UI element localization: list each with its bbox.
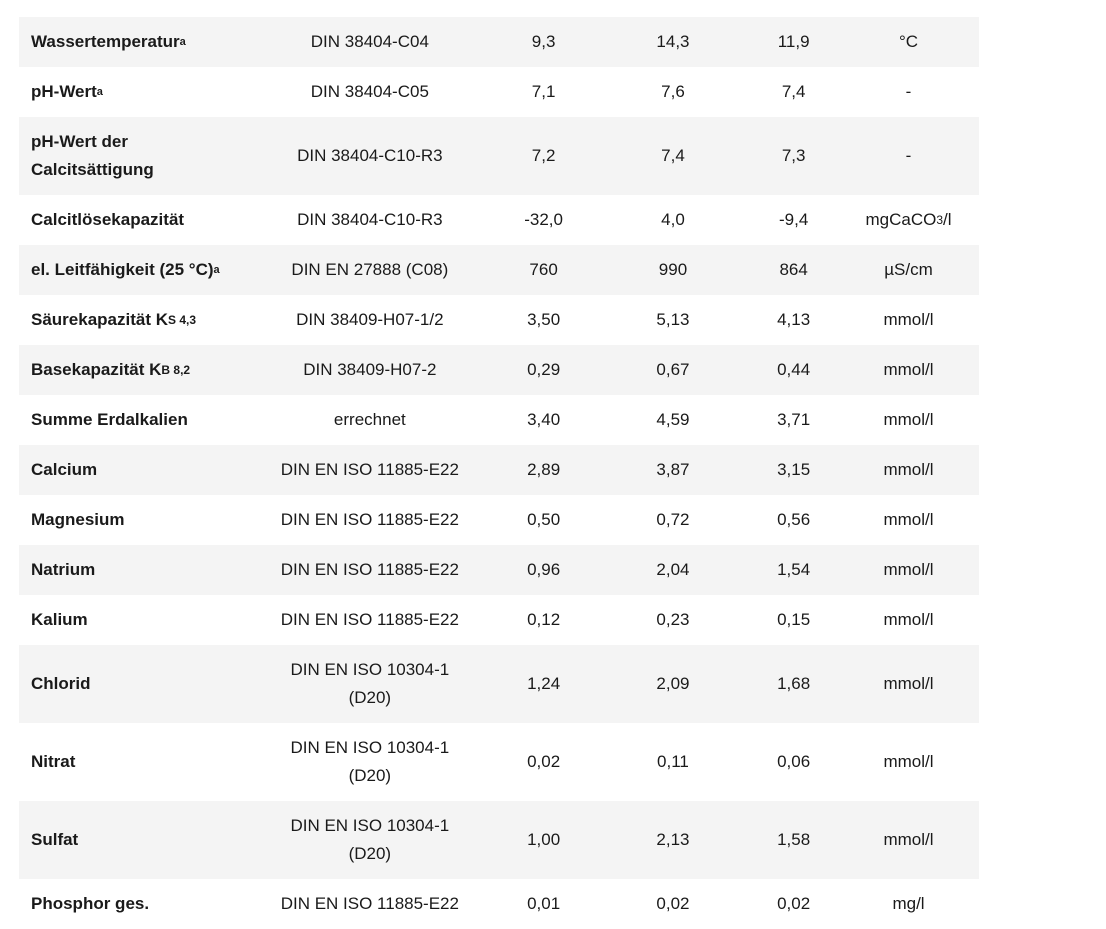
max-value: 0,67 [656,360,690,379]
min-value: 0,02 [527,752,561,771]
mean-value: 0,15 [777,610,811,629]
min-value: 0,96 [527,560,561,579]
table-row [19,395,979,445]
method-cell: DIN 38404-C10-R3 [297,146,443,165]
min-value: 1,24 [527,674,561,693]
unit-cell: - [905,146,912,165]
mean-value: 0,06 [777,752,811,771]
method-cell: errechnet [333,410,406,429]
method-cell: DIN EN ISO 10304-1 (D20) [290,660,450,707]
mean-value: -9,4 [778,210,809,229]
table-row [19,117,979,195]
unit-cell: mg/l [892,894,925,913]
method-cell: DIN 38409-H07-1/2 [296,310,444,329]
unit-cell: mmol/l [883,360,934,379]
method-cell: DIN EN ISO 11885-E22 [280,510,459,529]
parameter-name: Phosphor ges. [31,894,150,913]
mean-value: 7,3 [781,146,806,165]
unit-cell: mmol/l [883,830,934,849]
method-cell: DIN EN ISO 11885-E22 [280,894,459,913]
max-value: 0,23 [656,610,690,629]
parameter-name: Calcium [31,460,98,479]
unit-cell: mmol/l [883,460,934,479]
parameter-name: Basekapazität K B 8,2 [31,360,191,379]
parameter-name: Säurekapazität K S 4,3 [31,310,197,329]
method-cell: DIN 38404-C05 [310,82,429,101]
table-row [19,295,979,345]
min-value: 760 [529,260,558,279]
min-value: -32,0 [524,210,563,229]
max-value: 3,87 [656,460,690,479]
max-value: 0,02 [656,894,690,913]
unit-cell: mmol/l [883,310,934,329]
min-value: 9,3 [531,32,556,51]
method-cell: DIN EN 27888 (C08) [291,260,449,279]
unit-cell: µS/cm [884,260,933,279]
table-row [19,723,979,801]
max-value: 0,72 [656,510,690,529]
max-value: 4,59 [656,410,690,429]
unit-cell: mmol/l [883,752,934,771]
method-cell: DIN 38404-C10-R3 [297,210,443,229]
min-value: 3,50 [527,310,561,329]
mean-value: 7,4 [781,82,806,101]
mean-value: 864 [779,260,808,279]
min-value: 7,1 [531,82,556,101]
min-value: 7,2 [531,146,556,165]
unit-cell: - [905,82,912,101]
max-value: 2,04 [656,560,690,579]
water-analysis-table [19,17,979,929]
unit-cell: mmol/l [883,410,934,429]
unit-cell: mmol/l [883,510,934,529]
unit-cell: °C [898,32,919,51]
table-row [19,445,979,495]
min-value: 2,89 [527,460,561,479]
min-value: 0,50 [527,510,561,529]
parameter-name: Kalium [31,610,88,629]
parameter-name: Nitrat [31,752,76,771]
max-value: 0,11 [657,752,689,771]
mean-value: 11,9 [777,32,810,51]
max-value: 5,13 [656,310,690,329]
min-value: 1,00 [527,830,561,849]
mean-value: 3,71 [777,410,811,429]
parameter-name: Chlorid [31,674,91,693]
method-cell: DIN 38409-H07-2 [303,360,437,379]
parameter-name: Natrium [31,560,96,579]
unit-cell: mmol/l [883,674,934,693]
table-row [19,67,979,117]
table-row [19,645,979,723]
parameter-name: Magnesium [31,510,125,529]
parameter-name: Wassertemperatur a [31,32,186,51]
mean-value: 3,15 [777,460,811,479]
table-row [19,17,979,67]
mean-value: 1,54 [777,560,811,579]
table-row [19,595,979,645]
max-value: 2,13 [656,830,690,849]
table-row [19,495,979,545]
max-value: 4,0 [661,210,685,229]
parameter-name: Sulfat [31,830,79,849]
min-value: 0,29 [527,360,561,379]
table-row [19,545,979,595]
method-cell: DIN EN ISO 11885-E22 [280,610,459,629]
max-value: 7,4 [661,146,685,165]
table-row [19,801,979,879]
mean-value: 0,44 [777,360,811,379]
min-value: 3,40 [527,410,561,429]
mean-value: 4,13 [777,310,811,329]
parameter-name: el. Leitfähigkeit (25 °C) a [31,260,220,279]
max-value: 2,09 [656,674,690,693]
mean-value: 0,02 [777,894,811,913]
unit-cell: mmol/l [883,560,934,579]
min-value: 0,12 [527,610,561,629]
parameter-name: pH-Wert a [31,82,103,101]
method-cell: DIN EN ISO 11885-E22 [280,560,459,579]
parameter-name: pH-Wert der Calcitsättigung [31,132,154,179]
method-cell: DIN 38404-C04 [310,32,429,51]
max-value: 7,6 [661,82,685,101]
method-cell: DIN EN ISO 11885-E22 [280,460,459,479]
mean-value: 1,68 [777,674,811,693]
method-cell: DIN EN ISO 10304-1 (D20) [290,816,450,863]
method-cell: DIN EN ISO 10304-1 (D20) [290,738,450,785]
table-row [19,879,979,929]
max-value: 14,3 [656,32,690,51]
parameter-name: Summe Erdalkalien [31,410,188,429]
unit-cell: mmol/l [883,610,934,629]
mean-value: 1,58 [777,830,811,849]
table-row [19,245,979,295]
parameter-name: Calcitlösekapazität [31,210,185,229]
max-value: 990 [658,260,688,279]
table-row [19,345,979,395]
table-row [19,195,979,245]
unit-cell: mgCaCO 3 /l [865,210,952,229]
min-value: 0,01 [527,894,561,913]
mean-value: 0,56 [777,510,811,529]
